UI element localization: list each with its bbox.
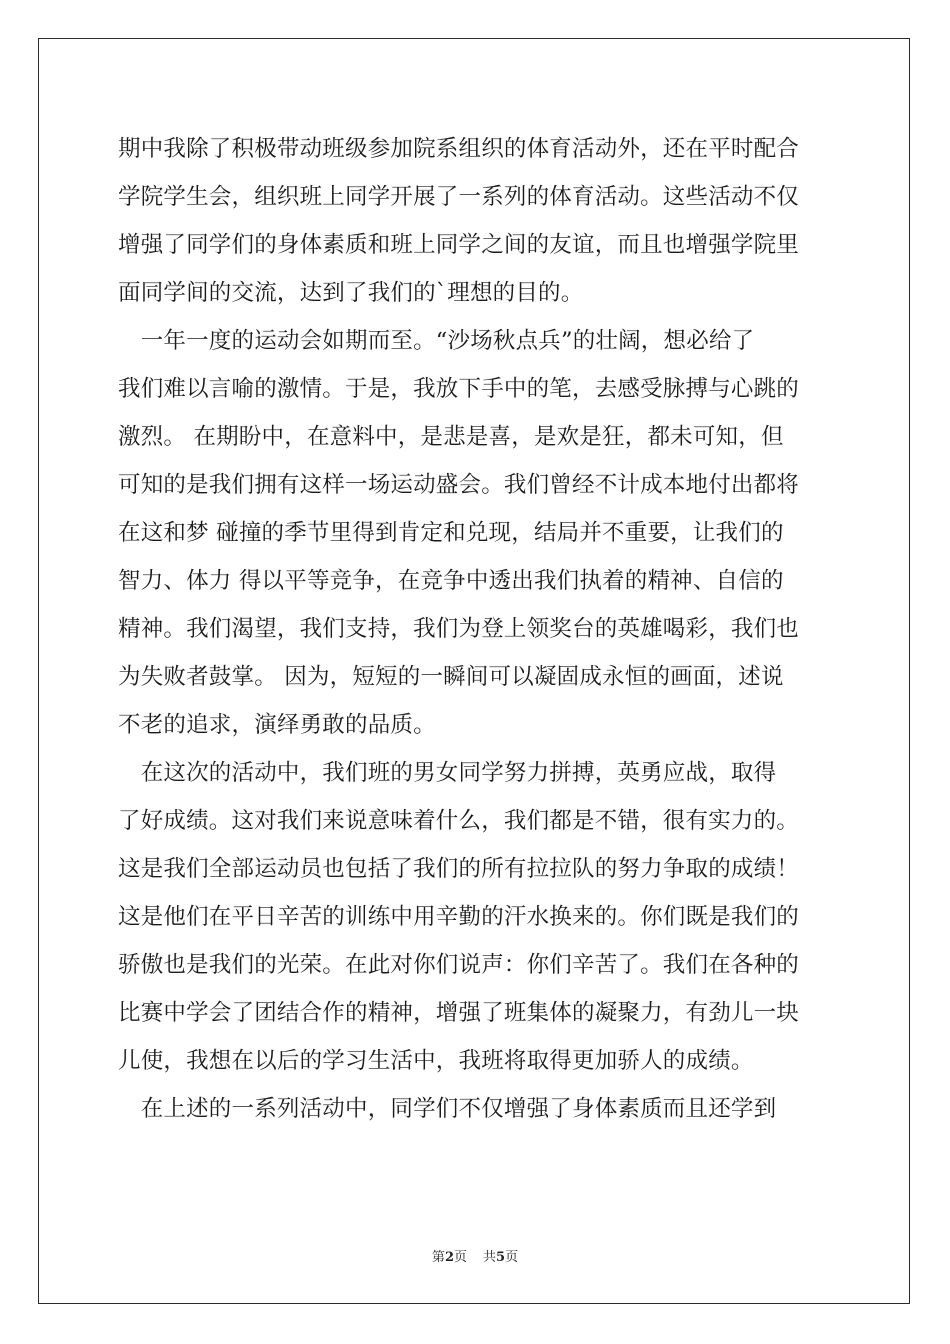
text-line: 在这次的活动中，我们班的男女同学努力拼搏，英勇应战，取得 xyxy=(118,760,777,786)
text-line: 儿使，我想在以后的学习生活中，我班将取得更加骄人的成绩。 xyxy=(118,1048,754,1074)
text-line: 精神。我们渴望，我们支持，我们为登上领奖台的英雄喝彩，我们也 xyxy=(118,616,800,642)
current-page: 2 xyxy=(444,1250,454,1265)
page-suffix: 页 xyxy=(453,1250,467,1265)
total-suffix: 页 xyxy=(505,1250,519,1265)
text-line: 期中我除了积极带动班级参加院系组织的体育活动外，还在平时配合 xyxy=(118,136,800,162)
text-line: 这是我们全部运动员也包括了我们的所有拉拉队的努力争取的成绩！ xyxy=(118,856,800,882)
text-line: 我们难以言喻的激情。于是，我放下手中的笔，去感受脉搏与心跳的 xyxy=(118,376,800,402)
text-line: 为失败者鼓掌。 因为，短短的一瞬间可以凝固成永恒的画面，述说 xyxy=(118,664,784,690)
text-line: 学院学生会，组织班上同学开展了一系列的体育活动。这些活动不仅 xyxy=(118,184,800,210)
text-line: 不老的追求，演绎勇敢的品质。 xyxy=(118,712,436,738)
page-number xyxy=(432,1250,467,1265)
total-pages: 5 xyxy=(496,1250,506,1265)
page-footer xyxy=(0,1250,950,1266)
text-line: 了好成绩。这对我们来说意味着什么，我们都是不错，很有实力的。 xyxy=(118,808,800,834)
text-line: 可知的是我们拥有这样一场运动盛会。我们曾经不计成本地付出都将 xyxy=(118,472,800,498)
text-line: 比赛中学会了团结合作的精神，增强了班集体的凝聚力，有劲儿一块 xyxy=(118,1000,800,1026)
text-line: 在上述的一系列活动中，同学们不仅增强了身体素质而且还学到 xyxy=(118,1096,777,1122)
text-line: 面同学间的交流，达到了我们的`理想的目的。 xyxy=(118,280,584,306)
text-line: 在这和梦 碰撞的季节里得到肯定和兑现，结局并不重要，让我们的 xyxy=(118,520,784,546)
total-prefix: 共 xyxy=(483,1250,497,1265)
text-line: 一年一度的运动会如期而至。“沙场秋点兵”的壮阔，想必给了 xyxy=(118,328,755,354)
text-line: 智力、体力 得以平等竞争，在竞争中透出我们执着的精神、自信的 xyxy=(118,568,784,594)
page-total xyxy=(483,1250,518,1265)
text-line: 骄傲也是我们的光荣。在此对你们说声：你们辛苦了。我们在各种的 xyxy=(118,952,800,978)
text-line: 增强了同学们的身体素质和班上同学之间的友谊，而且也增强学院里 xyxy=(118,232,800,258)
page-prefix: 第 xyxy=(431,1250,445,1265)
text-line: 激烈。 在期盼中，在意料中，是悲是喜，是欢是狂，都未可知，但 xyxy=(118,424,784,450)
text-line: 这是他们在平日辛苦的训练中用辛勤的汗水换来的。你们既是我们的 xyxy=(118,904,800,930)
